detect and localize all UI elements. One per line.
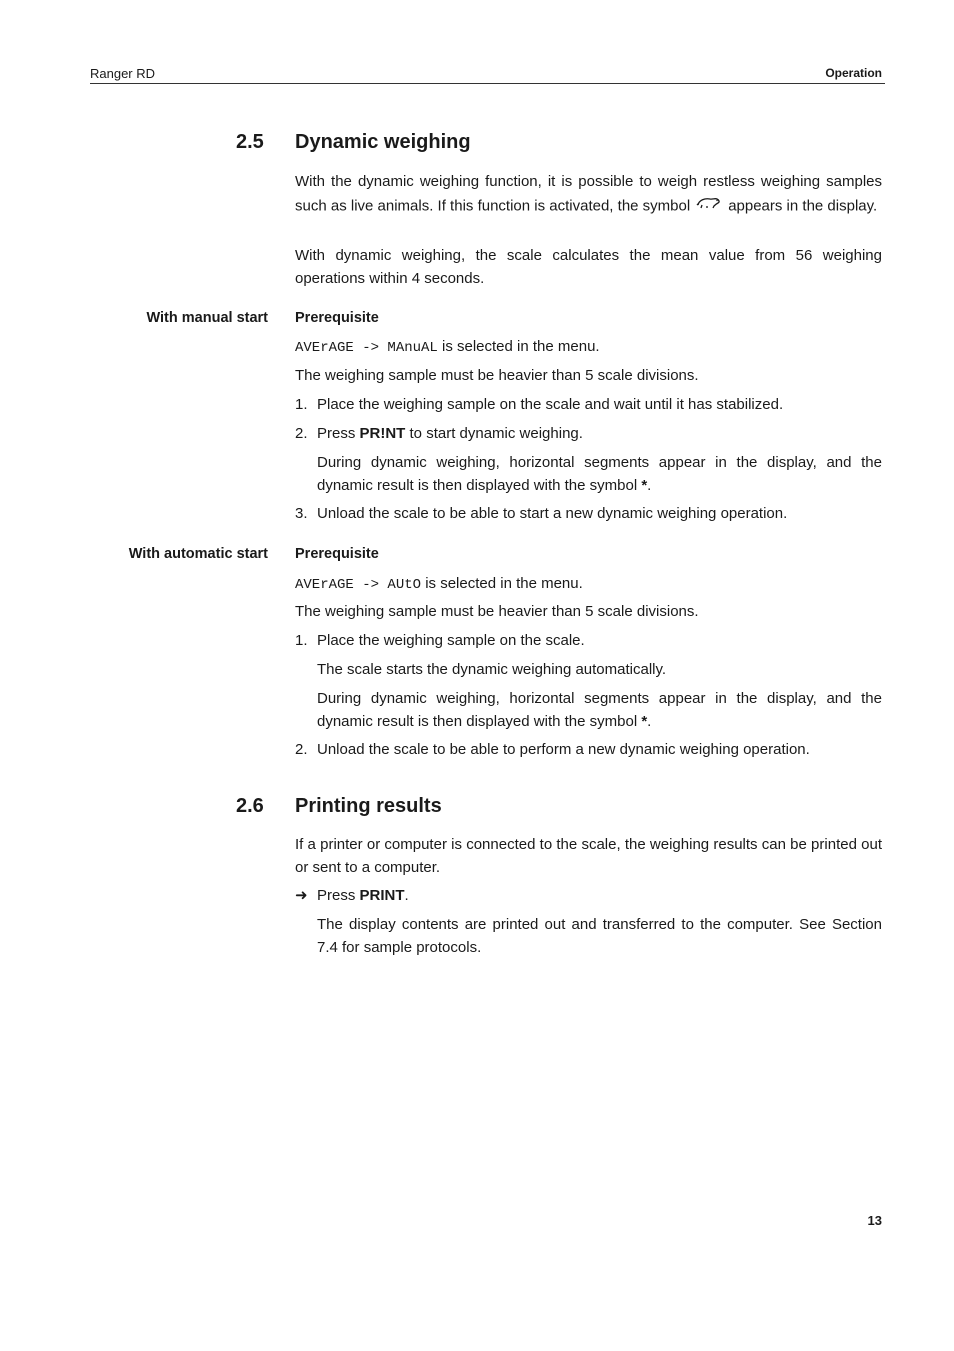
menu-code-manual: AVErAGE -> MAnuAL [295, 340, 438, 356]
step-number: 2. [295, 425, 308, 442]
intro-text-b: appears in the display. [728, 197, 878, 215]
print-key-label: PRINT [359, 887, 405, 904]
step-automatic-1 [295, 630, 882, 653]
animal-icon [696, 194, 722, 218]
header-product-name: Ranger RD [90, 66, 156, 81]
step-text-post: to start dynamic weighing. [405, 425, 583, 442]
header-divider [90, 83, 885, 84]
menu-code-automatic: AVErAGE -> AUtO [295, 577, 422, 593]
step-number: 1. [295, 396, 308, 413]
step-manual-1 [295, 394, 882, 417]
printing-intro: If a printer or computer is connected to the scale, the weighing results can be printed out or sent to a computer. [295, 836, 882, 876]
step-number: 1. [295, 632, 308, 649]
section-title: Dynamic weighing [295, 131, 471, 153]
step-manual-3 [295, 503, 882, 526]
note-text: During dynamic weighing, horizontal segments appear in the display, and the dynamic result is then displayed with the symbol [317, 690, 882, 730]
step-automatic-2 [295, 739, 882, 762]
side-label-automatic: With automatic start [128, 546, 268, 562]
section-number: 2.6 [236, 795, 264, 817]
note-text: During dynamic weighing, horizontal segments appear in the display, and the dynamic result is then displayed with the symbol [317, 454, 882, 494]
menu-setting-automatic [295, 573, 882, 597]
side-label-manual: With manual start [146, 310, 268, 326]
step-number: 2. [295, 741, 308, 758]
step-manual-2 [295, 423, 882, 446]
action-pre: Press [317, 887, 360, 904]
requirement-automatic: The weighing sample must be heavier than 5 scale divisions. [295, 603, 699, 620]
step-text-pre: Press [317, 425, 360, 442]
note-end: . [647, 712, 652, 730]
action-post: . [404, 887, 409, 904]
requirement-manual: The weighing sample must be heavier than 5 scale divisions. [295, 367, 699, 384]
print-key-label: PR!NT [359, 425, 406, 442]
prerequisite-heading-automatic: Prerequisite [295, 546, 379, 562]
prerequisite-heading-manual: Prerequisite [295, 310, 379, 326]
asterisk-symbol: * [641, 712, 648, 730]
step-text: Unload the scale to be able to start a new dynamic weighing operation. [317, 505, 788, 522]
asterisk-symbol: * [641, 476, 648, 494]
step-number: 3. [295, 505, 308, 522]
step-automatic-1-note1: The scale starts the dynamic weighing automatically. [317, 661, 667, 678]
note-end: . [647, 476, 652, 494]
mean-value-paragraph: With dynamic weighing, the scale calculates the mean value from 56 weighing operations within 4 seconds. [295, 247, 882, 287]
step-automatic-1-note2 [317, 688, 882, 733]
section-title: Printing results [295, 795, 442, 817]
intro-text-a: With the dynamic weighing function, it is possible to weigh restless weighing samples such as live animals. If this function is activated, the symbol [295, 173, 882, 215]
step-text: Unload the scale to be able to perform a new dynamic weighing operation. [317, 741, 810, 758]
action-line [295, 885, 409, 908]
section-number: 2.5 [236, 131, 264, 153]
step-text: Place the weighing sample on the scale. [317, 632, 585, 649]
arrow-right-icon: ➜ [295, 887, 308, 904]
action-result: The display contents are printed out and transferred to the computer. See Section 7.4 for sample protocols. [317, 916, 882, 956]
menu-suffix: is selected in the menu. [437, 338, 600, 355]
menu-suffix: is selected in the menu. [421, 575, 583, 592]
page-number: 13 [867, 1213, 882, 1228]
menu-setting-manual [295, 336, 882, 360]
step-text: Place the weighing sample on the scale and wait until it has stabilized. [317, 396, 784, 413]
step-manual-2-note [317, 452, 882, 497]
intro-paragraph [295, 171, 882, 219]
header-chapter: Operation [825, 66, 882, 80]
step-text [317, 423, 882, 446]
